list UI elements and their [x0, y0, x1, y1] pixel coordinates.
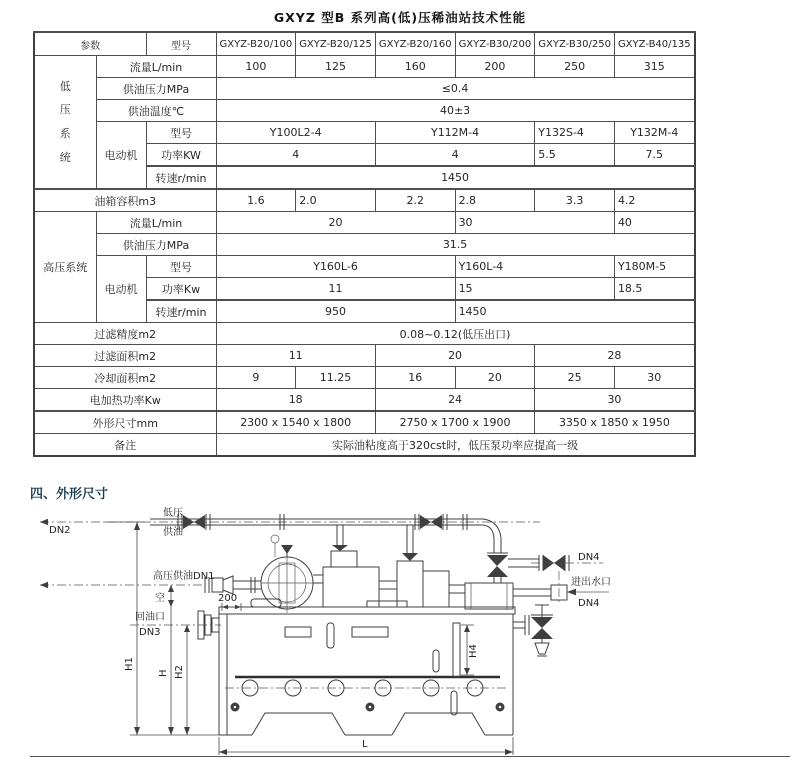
table-cell: 高压系统: [34, 212, 96, 323]
table-cell: 功率Kw: [146, 278, 216, 301]
cooler-flange-lines: [471, 583, 507, 609]
level-gauge: [453, 623, 460, 677]
dim-arrow-icon: [505, 749, 513, 755]
table-cell: 供油温度℃: [96, 100, 216, 122]
riser-valve-icon: [402, 553, 418, 561]
table-cell: 功率KW: [146, 144, 216, 167]
nameplate: [285, 627, 311, 637]
sight-glass-small: [433, 650, 439, 672]
sight-glass-small: [451, 691, 457, 715]
oil-return-port-label: 回油口: [135, 612, 165, 623]
spec-table: [33, 31, 696, 457]
table-header-cell: GXYZ-B20/160: [375, 32, 455, 56]
table-cell: 28: [535, 345, 695, 367]
section-heading-outline-dimensions: 四、外形尺寸: [30, 487, 109, 502]
table-cell: 5.5: [535, 144, 615, 167]
dim-arrow-icon: [168, 600, 174, 607]
table-cell: 31.5: [216, 234, 695, 256]
table-header-cell: GXYZ-B30/200: [455, 32, 535, 56]
blank-dim-label: 空: [155, 593, 165, 604]
next-table-top-border: [30, 756, 790, 757]
table-cell: 型号: [146, 122, 216, 144]
table-cell: 11: [216, 345, 375, 367]
hp-reducer: [223, 576, 233, 594]
water-port-pipe: [513, 589, 551, 596]
table-cell: 25: [535, 367, 615, 389]
pump-vent-cone-icon: [281, 545, 293, 554]
hp-arrow-icon: [40, 582, 48, 588]
table-cell: 15: [455, 278, 614, 301]
table-header-cell: 型号: [146, 32, 216, 56]
dim-arrow-icon: [464, 625, 470, 632]
table-cell: 2.8: [455, 189, 535, 212]
valve2-icon: [431, 515, 442, 529]
table-cell: 40±3: [216, 100, 695, 122]
table-cell: ≤0.4: [216, 78, 695, 100]
dim-arrow-icon: [464, 668, 470, 675]
table-cell: 30: [535, 389, 695, 412]
h1-dim-label: H1: [124, 657, 135, 671]
dim-arrow-icon: [235, 605, 241, 609]
hp-pipe-to-pump: [233, 577, 261, 593]
dim-200-label: 200: [218, 593, 238, 604]
sight-glass: [327, 623, 334, 648]
table-cell: 电动机: [96, 256, 146, 323]
table-cell: 4: [375, 144, 534, 167]
riser-valve-icon: [332, 545, 348, 551]
table-cell: 11: [216, 278, 455, 301]
table-cell: 电动机: [96, 122, 146, 190]
table-cell: 20: [216, 212, 455, 234]
dim-arrow-icon: [184, 727, 190, 735]
valve1-icon: [194, 515, 205, 529]
table-cell: 外形尺寸mm: [34, 411, 216, 434]
dim-arrow-icon: [134, 727, 140, 735]
dim-arrow-icon: [168, 585, 174, 592]
h2-dim-label: H2: [174, 665, 185, 679]
table-cell: 0.08~0.12(低压出口): [216, 323, 695, 345]
pressure-gauge-icon: [271, 535, 279, 543]
drain-valve-icon: [531, 617, 553, 628]
riser-pipe-2: [407, 525, 413, 553]
table-header-cell: GXYZ-B30/250: [535, 32, 615, 56]
pump-motor-coupling: [313, 575, 323, 583]
riser-pipe-1: [337, 525, 343, 545]
drain-funnel: [535, 639, 549, 656]
table-cell: 40: [614, 212, 694, 234]
table-cell: 1.6: [216, 189, 296, 212]
nameplate: [352, 627, 388, 637]
cooler-valve-icon: [487, 555, 508, 566]
drain-stub: [513, 615, 529, 635]
low-pressure-label: 低压: [163, 508, 183, 519]
table-header-cell: GXYZ-B20/100: [216, 32, 296, 56]
dim-arrow-icon: [134, 522, 140, 530]
tank-top-plate: [219, 607, 515, 614]
table-cell: Y160L-4: [455, 256, 614, 278]
table-cell: 转速r/min: [146, 300, 216, 323]
table-cell: Y180M-5: [614, 256, 694, 278]
table-cell: 油箱容积m3: [34, 189, 216, 212]
h-dim-label: H: [158, 669, 169, 677]
table-cell: 备注: [34, 434, 216, 457]
table-cell: Y132M-4: [614, 122, 694, 144]
table-cell: 1450: [216, 166, 695, 189]
table-cell: 1450: [455, 300, 695, 323]
gear-pump-crosshair: [261, 553, 313, 613]
table-cell: 11.25: [296, 367, 376, 389]
dn4-top-label: DN4: [578, 552, 600, 563]
pipe-riser-right: [494, 538, 501, 553]
table-cell: 供油压力MPa: [96, 234, 216, 256]
dim-arrow-icon: [219, 749, 227, 755]
dim-arrow-icon: [168, 727, 174, 735]
vertical-group-label: 低压系统: [59, 79, 71, 164]
oil-cooler: [465, 583, 513, 609]
table-cell: 16: [375, 367, 455, 389]
water-arrow-icon: [567, 589, 576, 596]
table-cell: 7.5: [614, 144, 694, 167]
page-title: GXYZ 型B 系列高(低)压稀油站技术性能: [273, 10, 527, 25]
dim-arrow-icon: [222, 605, 228, 609]
table-cell: 供油压力MPa: [96, 78, 216, 100]
table-cell: 250: [535, 56, 615, 78]
drain-plug-icon: [368, 705, 372, 709]
table-cell: 2300 x 1540 x 1800: [216, 411, 375, 434]
base-pad: [251, 599, 281, 607]
drain-plug-icon: [233, 705, 237, 709]
table-cell: 30: [614, 367, 694, 389]
dn2-label: DN2: [49, 525, 71, 536]
motor-terminal-box: [331, 551, 357, 567]
dn3-label: DN3: [139, 627, 161, 638]
table-cell: Y100L2-4: [216, 122, 375, 144]
table-cell: 4: [216, 144, 375, 167]
flow-arrow-left-icon: [40, 519, 48, 525]
table-header-cell: GXYZ-B20/125: [296, 32, 376, 56]
h4-dim-label: H4: [468, 644, 479, 658]
table-cell: 950: [216, 300, 455, 323]
valve1-icon: [183, 515, 194, 529]
table-cell: [34, 56, 96, 190]
table-cell: 2.0: [296, 189, 376, 212]
interconnect-pipes: [379, 581, 465, 593]
table-cell: 200: [455, 56, 535, 78]
table-cell: 3.3: [535, 189, 615, 212]
dim-arrow-icon: [184, 625, 190, 632]
table-cell: 30: [455, 212, 614, 234]
table-cell: 型号: [146, 256, 216, 278]
table-cell: 流量L/min: [96, 56, 216, 78]
table-cell: 125: [296, 56, 376, 78]
table-cell: 20: [375, 345, 534, 367]
table-cell: 4.2: [614, 189, 694, 212]
table-cell: Y132S-4: [535, 122, 615, 144]
tank-skirt-cutouts: [252, 713, 485, 735]
table-cell: Y160L-6: [216, 256, 455, 278]
table-cell: 过滤精度m2: [34, 323, 216, 345]
table-cell: 160: [375, 56, 455, 78]
l-dim-label: L: [362, 739, 368, 750]
table-cell: Y112M-4: [375, 122, 534, 144]
drain-valve-icon: [531, 628, 553, 639]
dn4-bottom-label: DN4: [578, 598, 600, 609]
cooler-valve-icon: [487, 566, 508, 577]
table-cell: 流量L/min: [96, 212, 216, 234]
hp-oil-supply-dn1-label: 高压供油DN1: [153, 571, 215, 582]
outline-dimension-drawing: [35, 505, 640, 758]
oil-supply-label: 供油: [163, 527, 183, 538]
table-cell: 18: [216, 389, 375, 412]
spec-table-grid: [33, 31, 696, 457]
table-cell: 24: [375, 389, 534, 412]
table-cell: 315: [614, 56, 694, 78]
drain-valve-stem: [531, 605, 553, 617]
table-cell: 过滤面积m2: [34, 345, 216, 367]
table-cell: 100: [216, 56, 296, 78]
table-cell: 2.2: [375, 189, 455, 212]
table-cell: 冷却面积m2: [34, 367, 216, 389]
table-header-cell: GXYZ-B40/135: [614, 32, 694, 56]
table-header-cell: 参数: [34, 32, 146, 56]
table-cell: 9: [216, 367, 296, 389]
table-cell: 实际油粘度高于320cst时，低压泵功率应提高一级: [216, 434, 695, 457]
table-cell: 20: [455, 367, 535, 389]
table-cell: 18.5: [614, 278, 694, 301]
table-cell: 3350 x 1850 x 1950: [535, 411, 695, 434]
base-pad: [367, 601, 407, 607]
cooler-inlet-pipe: [494, 577, 501, 583]
drain-plug-icon: [498, 705, 502, 709]
valve2-icon: [420, 515, 431, 529]
filter-unit: [397, 561, 423, 607]
filter-unit-2: [423, 571, 449, 607]
table-cell: 2750 x 1700 x 1900: [375, 411, 534, 434]
table-cell: 转速r/min: [146, 166, 216, 189]
water-inlet-outlet-label: 进出水口: [571, 577, 611, 588]
table-cell: 电加热功率Kw: [34, 389, 216, 412]
